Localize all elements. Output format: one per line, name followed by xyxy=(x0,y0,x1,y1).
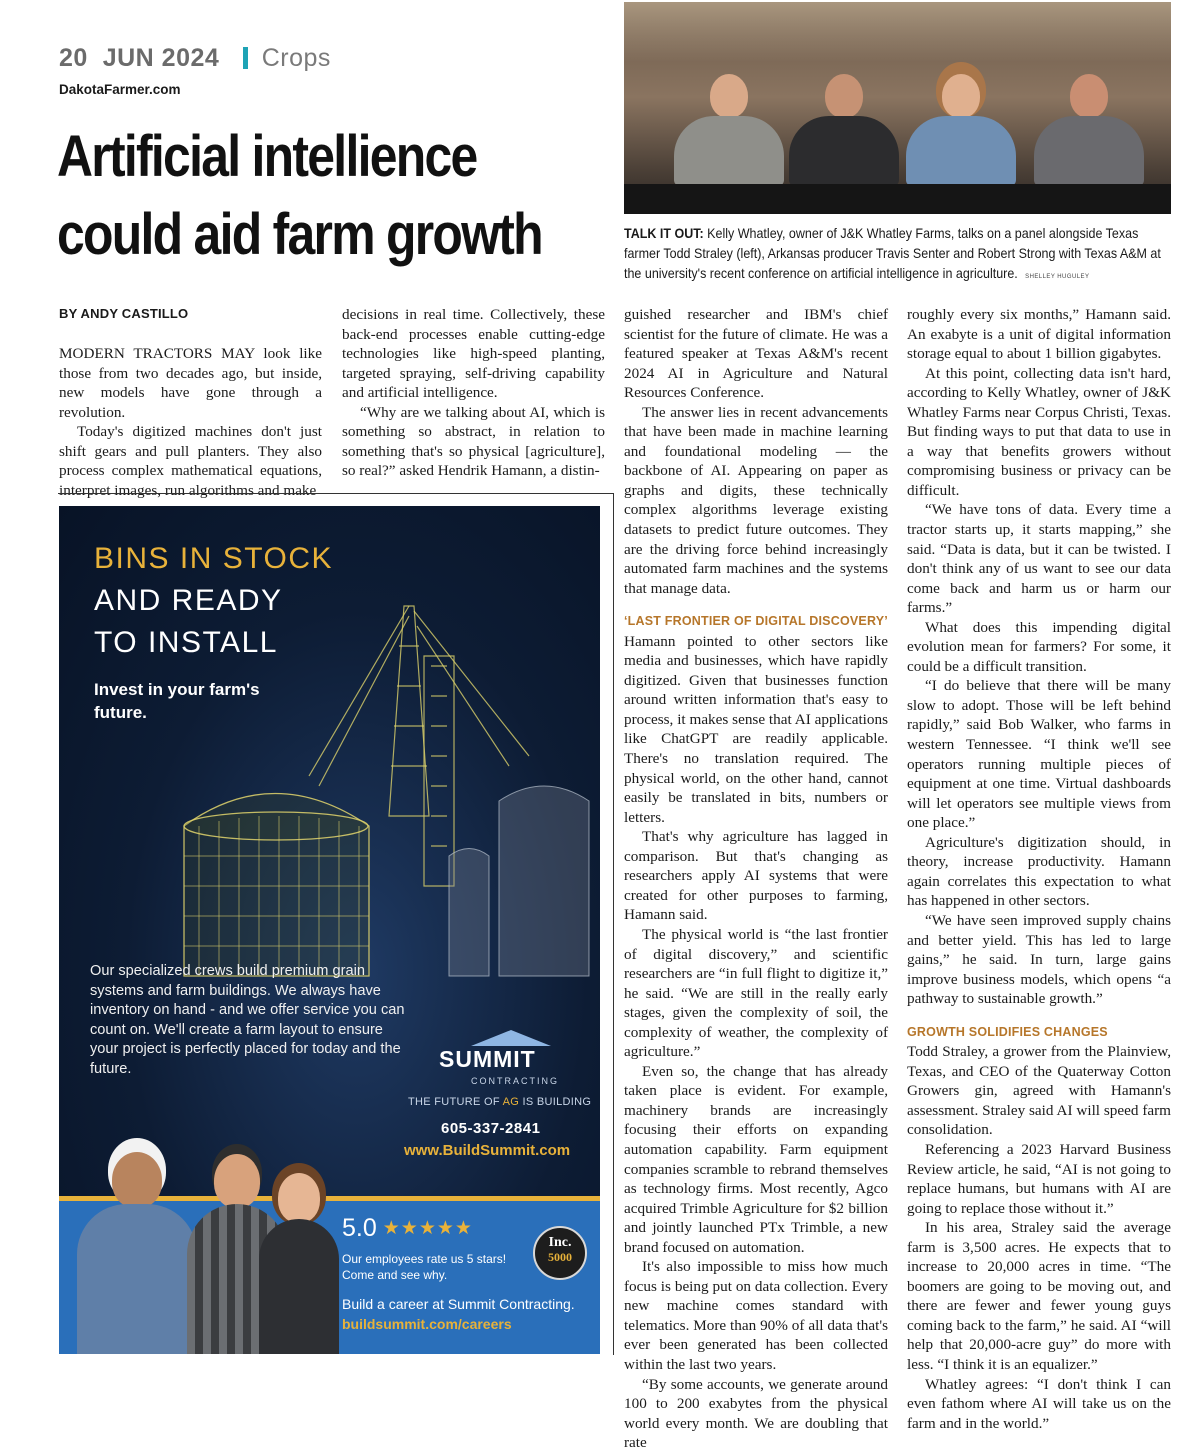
rating-value: 5.0 xyxy=(342,1214,377,1242)
ad-rating xyxy=(342,1214,473,1243)
folio-separator xyxy=(243,47,248,69)
article-paragraph: Today's digitized machines don't just shift gears and pull planters. They also process complex mathematical equations, interpret images, run algorithms and make xyxy=(59,423,322,499)
ad-employee-1 xyxy=(77,1152,197,1354)
tagline-pre: THE FUTURE OF xyxy=(408,1096,503,1108)
photo-person-4 xyxy=(1034,74,1144,186)
ad-title-line-1: BINS IN STOCK xyxy=(94,542,333,575)
summit-logo xyxy=(411,1046,571,1098)
article-paragraph: Even so, the change that has already taken place is evident. For example, machinery brands are increasingly focusing their efforts on expanding automation capability. Farm equipment companies scramble to rebrand themselves as technology firms. Most recently, Agco acquired Trimble Agriculture for $2 billion and jointly launched PTx Trimble, a new brand focused on automation. xyxy=(624,1062,888,1256)
ad-invest-text: Invest in your farm's future. xyxy=(94,680,260,722)
headline xyxy=(57,118,542,274)
caption-text: Kelly Whatley, owner of J&K Whatley Farms, talks on a panel alongside Texas farmer Todd Straley (left), Arkansas producer Travis Senter and Robert Strong with Texas A&M at the university's recent conference on artificial intelligence in agriculture. xyxy=(624,226,1161,281)
article-column-2 xyxy=(342,305,605,481)
article-paragraph: Todd Straley, a grower from the Plainview, Texas, and CEO of the Quaterway Cotton Growers gin, agreed with Hamann's assessment. Straley said AI will speed farm consolidation. xyxy=(907,1043,1171,1139)
photo-person-3 xyxy=(906,74,1016,186)
article-paragraph: In his area, Straley said the average farm is 3,500 acres. He expects that to increase to 20,000 acres in time. “The boomers are going to be moving out, and there are fewer and fewer young guys coming back to the farm,” he said. AI “will help that 20,000-acre guy” do more with less. “I think it is an equalizer.” xyxy=(907,1219,1171,1373)
article-paragraph: At this point, collecting data isn't hard, according to Kelly Whatley, owner of J&K Whatley Farms near Corpus Christi, Texas. But finding ways to put that data to use in a way that benefits growers without compromising business or privacy can be difficult. xyxy=(907,364,1171,499)
photo-person-1 xyxy=(674,74,784,186)
ad-rating-text: Our employees rate us 5 stars! Come and see why. xyxy=(342,1252,507,1282)
article-column-3 xyxy=(624,305,888,1453)
article-paragraph: Whatley agrees: “I don't think I can even fathom where AI will take us on the farm and in the world.” xyxy=(907,1375,1171,1432)
subhead-last-frontier: ‘LAST FRONTIER OF DIGITAL DISCOVERY’ xyxy=(624,614,888,629)
panel-photo xyxy=(624,2,1171,214)
article-paragraph: “Why are we talking about AI, which is something so abstract, in relation to something that's so physical [agriculture], so real?” asked Hendrik Hamann, a distin- xyxy=(342,403,605,480)
section-name: Crops xyxy=(261,44,331,72)
inc-5000-badge-icon xyxy=(533,1226,587,1280)
article-paragraph: It's also impossible to miss how much focus is being put on data collection. Every new machine comes standard with telematics. More than 90% of all data that's ever been generated has been collected within the last two years. xyxy=(624,1258,888,1373)
headline-line-1: Artificial intellience xyxy=(57,124,477,189)
article-column-1 xyxy=(59,344,322,500)
byline: BY ANDY CASTILLO xyxy=(59,306,189,321)
ad-career-text: Build a career at Summit Contracting. xyxy=(342,1296,575,1312)
article-column-4 xyxy=(907,305,1171,1433)
article-paragraph: “We have seen improved supply chains and better yield. This has led to large gains,” he said. In turn, large gains improve business models, which opens “a pathway to sustainable growth.” xyxy=(907,911,1171,1008)
article-paragraph: The answer lies in recent advancements that have been made in machine learning and foundational modeling — the backbone of AI. Appearing on paper as graphs and digits, these technically complex algorithms leverage existing datasets to predict future outcomes. They are the driving force behind increasingly automated farm machines and the systems that manage data. xyxy=(624,403,888,597)
tagline-ag: AG xyxy=(502,1096,520,1108)
article-paragraph: “I do believe that there will be many slow to adopt. Those will be left behind rapidly,” said Bob Walker, who farms in western Tennessee. “I think we'll see operators running multiple pieces of equipment at one time. Virtual dashboards will let operators see multiple views from one place.” xyxy=(907,677,1171,832)
star-rating-icon: ★★★★★ xyxy=(382,1218,473,1239)
photo-credit: SHELLEY HUGULEY xyxy=(1025,272,1090,280)
photo-person-2 xyxy=(789,74,899,186)
article-paragraph: roughly every six months,” Hamann said. An exabyte is a unit of digital information storage equal to about 1 billion gigabytes. xyxy=(907,306,1171,363)
logo-roof-icon xyxy=(471,1030,551,1046)
photo-caption xyxy=(624,224,1172,286)
ad-tagline xyxy=(408,1096,591,1108)
ad-phone-number[interactable]: 605-337-2841 xyxy=(441,1120,541,1137)
article-paragraph: What does this impending digital evolution mean for farmers? For some, it could be a difficult transition. xyxy=(907,618,1171,675)
issue-date: JUN 2024 xyxy=(102,44,220,72)
ad-title-line-2: AND READY xyxy=(94,584,283,617)
ad-title-line-3: TO INSTALL xyxy=(94,626,278,659)
headline-line-2: could aid farm growth xyxy=(57,202,542,267)
article-paragraph: That's why agriculture has lagged in comparison. But that's changing as researchers apply AI systems that were created for other purposes to farming, Hamann said. xyxy=(624,828,888,924)
article-paragraph: MODERN TRACTORS MAY look like those from two decades ago, but inside, new models have gone through a revolution. xyxy=(59,345,322,421)
inc-badge-label: Inc. xyxy=(548,1235,572,1250)
logo-sub: CONTRACTING xyxy=(471,1076,559,1086)
article-paragraph: Agriculture's digitization should, in theory, increase productivity. Hamann again correlates this expectation to what has happened in other sectors. xyxy=(907,833,1171,910)
grain-bin-illustration xyxy=(169,586,599,976)
caption-lead: TALK IT OUT: xyxy=(624,226,704,241)
photo-table xyxy=(624,184,1171,214)
summit-advertisement[interactable] xyxy=(59,506,600,1354)
page-number: 20 xyxy=(59,44,88,72)
article-paragraph: guished researcher and IBM's chief scientist for the future of climate. He was a featured speaker at Texas A&M's recent 2024 AI in Agriculture and Natural Resources Conference. xyxy=(624,306,888,402)
ad-employee-3 xyxy=(259,1173,339,1354)
ad-website-link[interactable]: www.BuildSummit.com xyxy=(404,1142,571,1159)
article-paragraph: “By some accounts, we generate around 100 to 200 exabytes from the physical world every month. We are doubling that rate xyxy=(624,1375,888,1452)
page-folio xyxy=(59,44,331,73)
article-paragraph: Referencing a 2023 Harvard Business Review article, he said, “AI is not going to replace humans, but humans with AI are going to replace those without it.” xyxy=(907,1140,1171,1217)
ad-body-text: Our specialized crews build premium grain systems and farm buildings. We always have inventory on hand - and we offer service you can count on. We'll create a farm layout to ensure your project is perfectly placed for today and the future. xyxy=(90,963,405,1077)
article-paragraph: “We have tons of data. Every time a tractor starts up, it starts mapping,” she said. “Data is data, but it can be twisted. I don't think any of us want to see our data come back and harm us or harm our farms.” xyxy=(907,501,1171,617)
article-paragraph: The physical world is “the last frontier of digital discovery,” and scientific researchers are “in full flight to digitize it,” he said. “We are still in the really early stages, given the complexity of soil, the complexity of weather, the complexity of agriculture.” xyxy=(624,925,888,1061)
subhead-growth: GROWTH SOLIDIFIES CHANGES xyxy=(907,1024,1108,1039)
article-paragraph: Hamann pointed to other sectors like media and businesses, which have rapidly digitized. Given that businesses function around written information that's easy to process, it makes sense that AI applications like ChatGPT are readily applicable. There's no translation required. The physical world, on the other hand, cannot easily be translated in bits, numbers or letters. xyxy=(624,632,888,826)
article-paragraph: decisions in real time. Collectively, these back-end processes enable cutting-edge technologies like high-speed planting, targeted spraying, self-driving capability and artificial intelligence. xyxy=(342,306,605,402)
site-url: DakotaFarmer.com xyxy=(59,82,181,97)
tagline-post: IS BUILDING xyxy=(519,1096,592,1108)
inc-badge-number: 5000 xyxy=(548,1250,572,1264)
ad-career-link[interactable]: buildsummit.com/careers xyxy=(342,1316,512,1332)
logo-word: SUMMIT xyxy=(439,1046,536,1072)
